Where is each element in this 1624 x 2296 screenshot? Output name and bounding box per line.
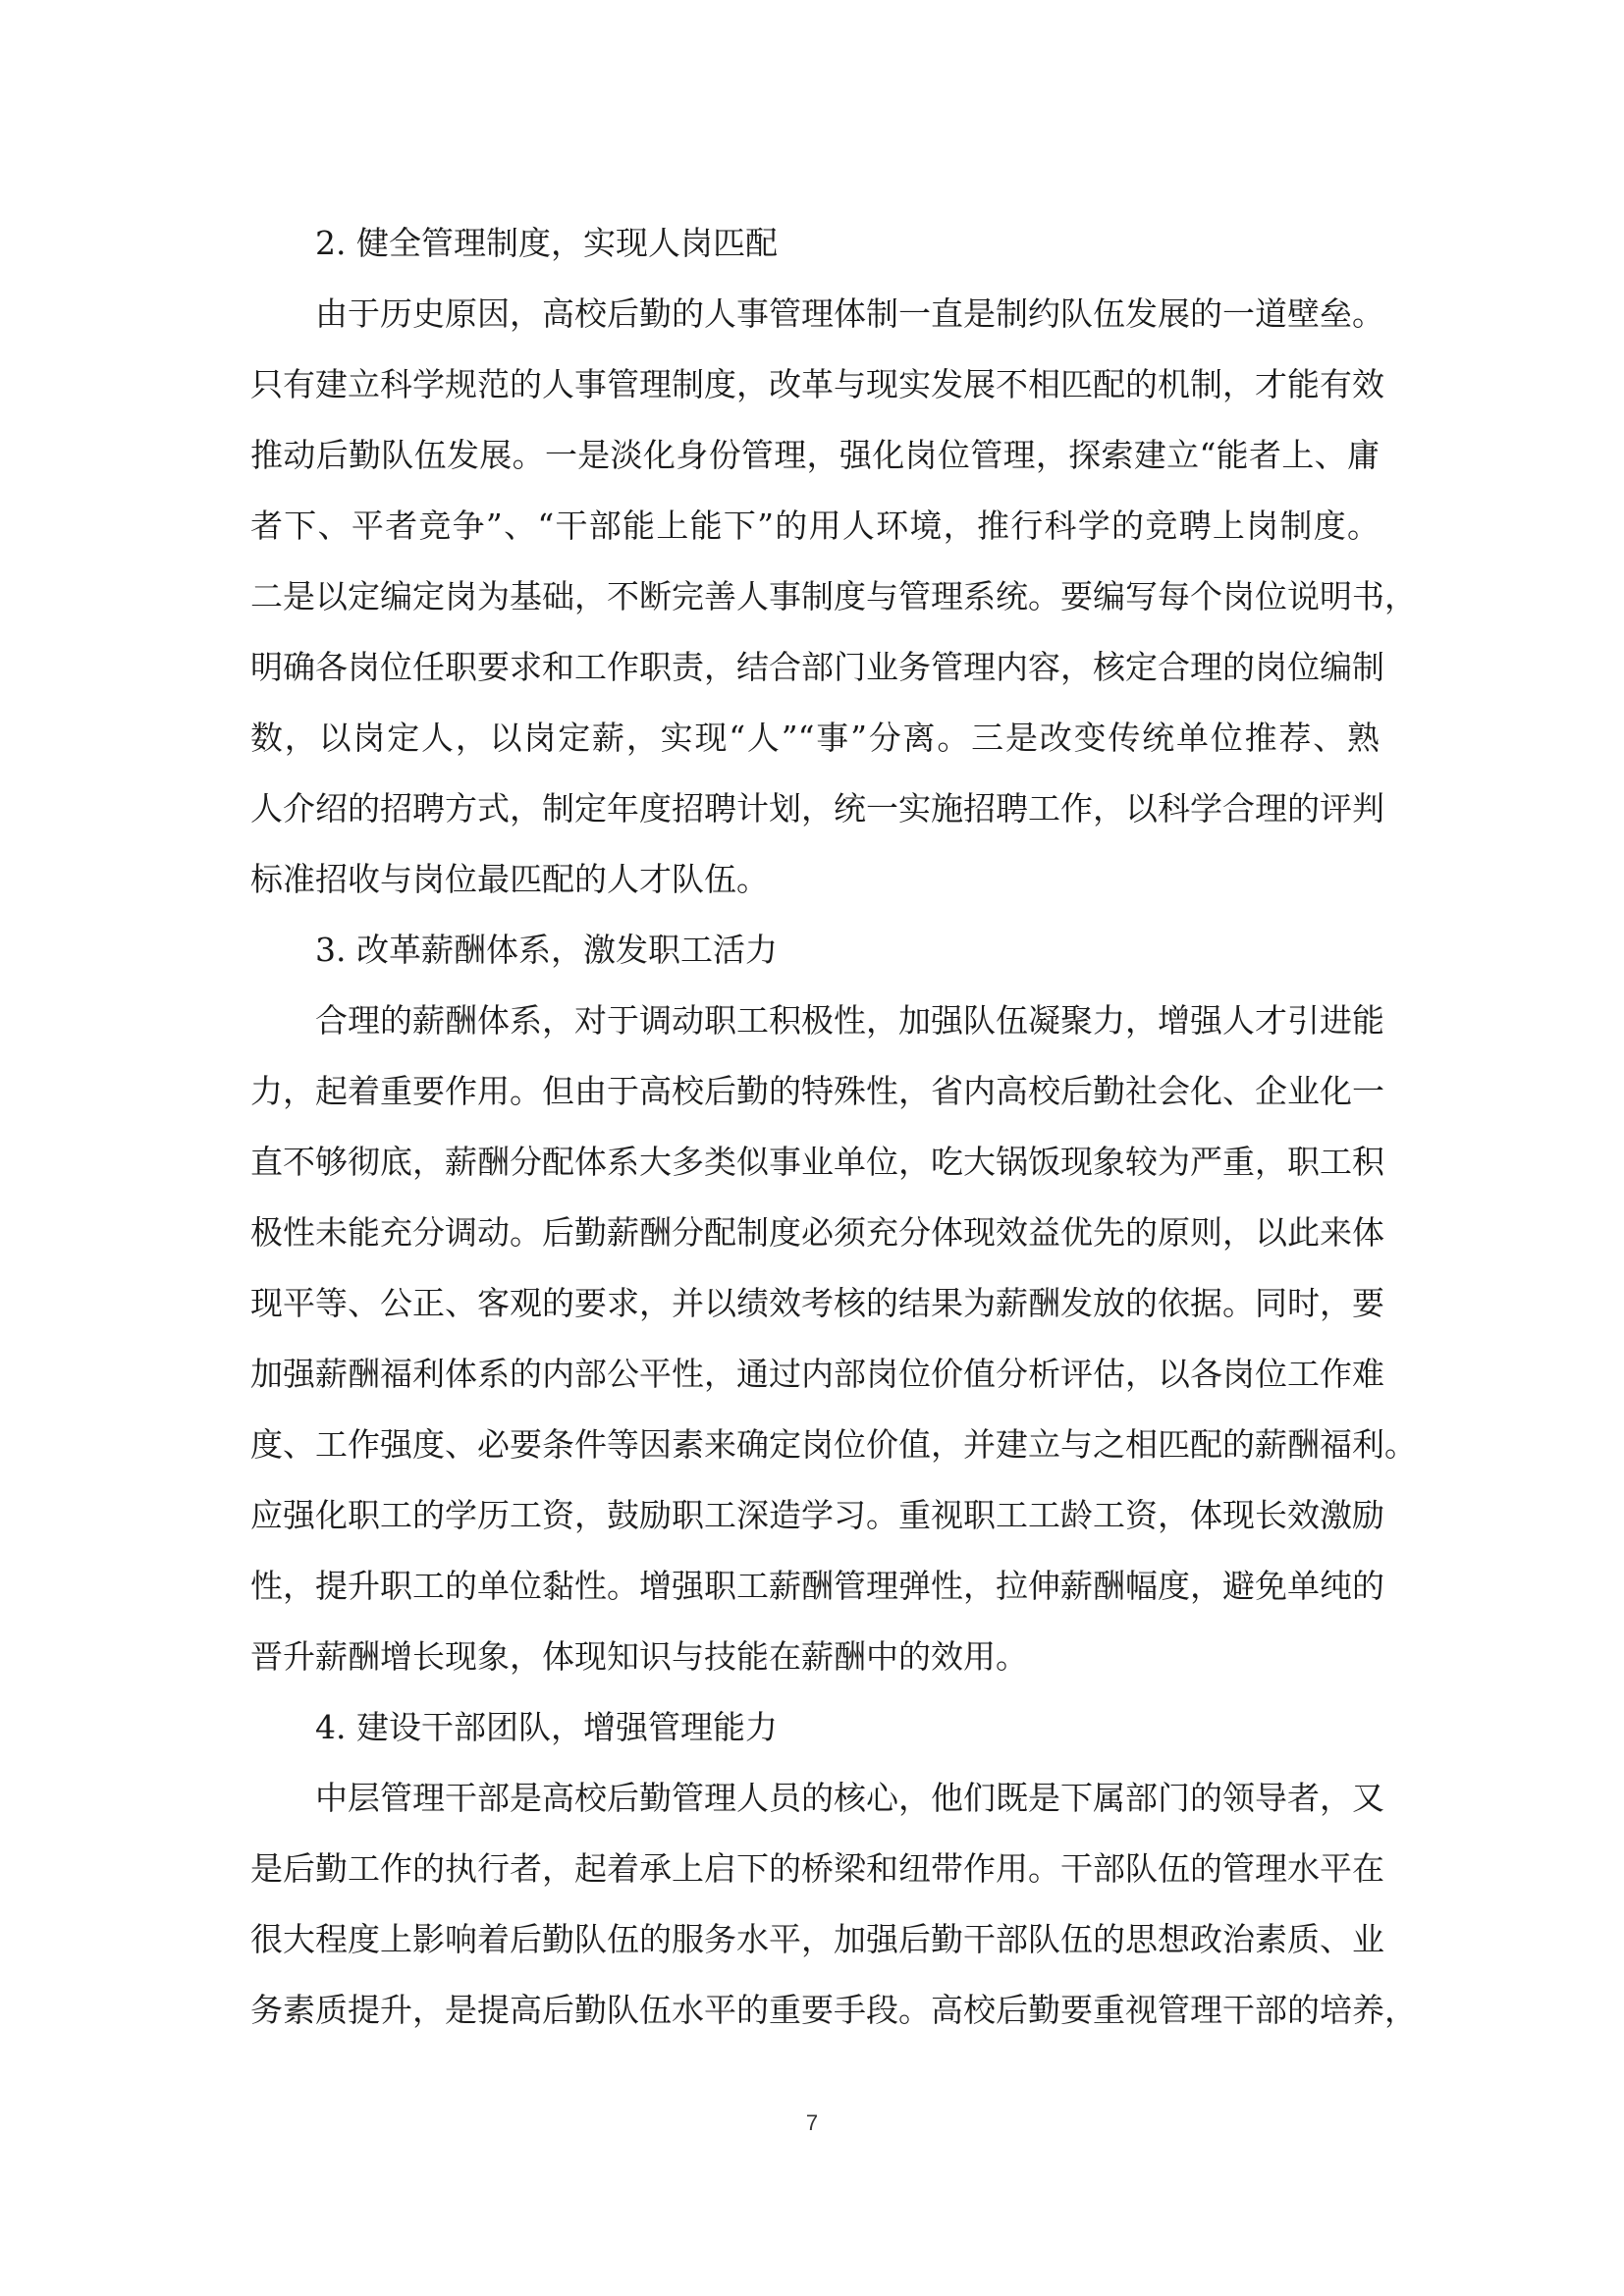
paragraph-line: 只有建立科学规范的人事管理制度，改革与现实发展不相匹配的机制，才能有效 bbox=[250, 365, 1384, 403]
section-heading: 2. 健全管理制度，实现人岗匹配 bbox=[315, 224, 778, 262]
paragraph-line: 度、工作强度、必要条件等因素来确定岗位价值，并建立与之相匹配的薪酬福利。 bbox=[250, 1425, 1417, 1464]
paragraph-line: 是后勤工作的执行者，起着承上启下的桥梁和纽带作用。干部队伍的管理水平在 bbox=[250, 1849, 1384, 1888]
document-body bbox=[250, 208, 1417, 2046]
page-number: 7 bbox=[805, 2110, 819, 2135]
paragraph-line: 务素质提升，是提高后勤队伍水平的重要手段。高校后勤要重视管理干部的培养， bbox=[250, 1991, 1417, 2029]
paragraph-line: 明确各岗位任职要求和工作职责，结合部门业务管理内容，核定合理的岗位编制 bbox=[250, 648, 1384, 686]
section-heading: 3. 改革薪酬体系，激发职工活力 bbox=[315, 931, 778, 969]
paragraph-line: 力，起着重要作用。但由于高校后勤的特殊性，省内高校后勤社会化、企业化一 bbox=[250, 1072, 1384, 1110]
paragraph-line: 人介绍的招聘方式，制定年度招聘计划，统一实施招聘工作，以科学合理的评判 bbox=[250, 789, 1384, 828]
paragraph-line: 现平等、公正、客观的要求，并以绩效考核的结果为薪酬发放的依据。同时，要 bbox=[250, 1284, 1384, 1322]
paragraph-line: 标准招收与岗位最匹配的人才队伍。 bbox=[250, 860, 769, 898]
paragraph-line: 直不够彻底，薪酬分配体系大多类似事业单位，吃大锅饭现象较为严重，职工积 bbox=[250, 1143, 1384, 1181]
section-heading: 4. 建设干部团队，增强管理能力 bbox=[315, 1708, 778, 1746]
paragraph-line: 很大程度上影响着后勤队伍的服务水平，加强后勤干部队伍的思想政治素质、业 bbox=[250, 1920, 1384, 1958]
paragraph-line: 性，提升职工的单位黏性。增强职工薪酬管理弹性，拉伸薪酬幅度，避免单纯的 bbox=[250, 1567, 1384, 1605]
paragraph-line: 数，以岗定人，以岗定薪，实现“人”“事”分离。三是改变传统单位推荐、熟 bbox=[250, 719, 1380, 757]
paragraph-line: 晋升薪酬增长现象，体现知识与技能在薪酬中的效用。 bbox=[250, 1637, 1028, 1676]
paragraph-line: 由于历史原因，高校后勤的人事管理体制一直是制约队伍发展的一道壁垒。 bbox=[315, 294, 1384, 333]
paragraph-line: 应强化职工的学历工资，鼓励职工深造学习。重视职工工龄工资，体现长效激励 bbox=[250, 1496, 1384, 1534]
paragraph-line: 中层管理干部是高校后勤管理人员的核心，他们既是下属部门的领导者，又 bbox=[315, 1779, 1384, 1817]
paragraph-line: 加强薪酬福利体系的内部公平性，通过内部岗位价值分析评估，以各岗位工作难 bbox=[250, 1355, 1384, 1393]
paragraph-line: 极性未能充分调动。后勤薪酬分配制度必须充分体现效益优先的原则，以此来体 bbox=[250, 1213, 1384, 1252]
paragraph-line: 合理的薪酬体系，对于调动职工积极性，加强队伍凝聚力，增强人才引进能 bbox=[315, 1001, 1384, 1040]
paragraph-line: 者下、平者竞争”、“干部能上能下”的用人环境，推行科学的竞聘上岗制度。 bbox=[250, 507, 1380, 545]
paragraph-line: 推动后勤队伍发展。一是淡化身份管理，强化岗位管理，探索建立“能者上、庸 bbox=[250, 436, 1380, 474]
paragraph-line: 二是以定编定岗为基础，不断完善人事制度与管理系统。要编写每个岗位说明书， bbox=[250, 577, 1417, 615]
